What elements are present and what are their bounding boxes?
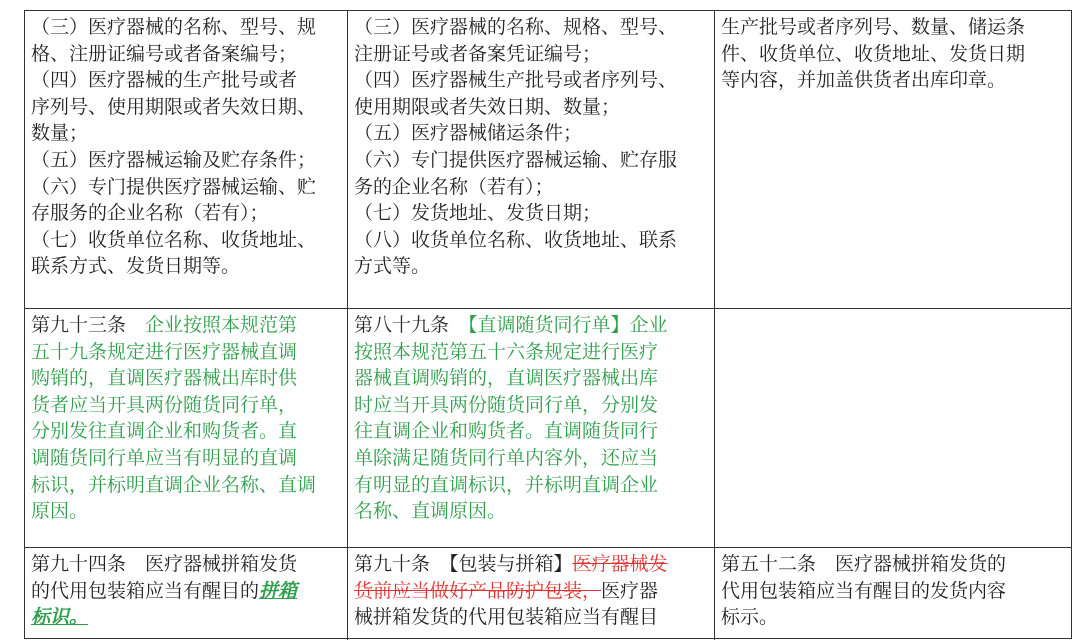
text-line: 代用包装箱应当有醒目的发货内容 (721, 579, 1007, 602)
deleted-text: 医疗器械发 (572, 553, 668, 575)
text-line: 调随货同行单应当有明显的直调 (31, 446, 298, 469)
text-line: 器械直调购销的，直调医疗器械出库 (354, 367, 659, 390)
cell-row1-col2 (348, 11, 715, 308)
text-line: 械拼箱发货的代用包装箱应当有醒目 (354, 606, 659, 629)
cell-row1-col1 (25, 11, 348, 308)
text-line: 购销的，直调医疗器械出库时供 (31, 367, 298, 390)
table-row (25, 309, 1071, 548)
text-line: 企业按照本规范第 (145, 314, 298, 336)
article-number: 第九十三条 (31, 314, 127, 336)
text-line: 名称、直调原因。 (354, 500, 507, 523)
text-line: （四）医疗器械生产批号或者序列号、 (354, 69, 678, 92)
text-line: 单除满足随货同行单内容外，还应当 (354, 446, 659, 469)
text-line: （七）发货地址、发货日期； (354, 202, 602, 225)
text-line: （三）医疗器械的名称、型号、规 (31, 16, 317, 38)
text-line: （八）收货单位名称、收货地址、联系 (354, 228, 678, 251)
cell-row2-col2 (348, 309, 715, 547)
text-line: 存服务的企业名称（若有）； (31, 202, 269, 225)
text-line: 货者应当开具两份随货同行单， (31, 393, 298, 416)
comparison-table (24, 10, 1072, 639)
deleted-text: 货前应当做好产品防护包装， (354, 579, 602, 602)
text-line: （三）医疗器械的名称、规格、型号、 (354, 16, 678, 38)
text-line: 【直调随货同行单】企业 (468, 314, 668, 336)
highlight-added-text: 标识。 (31, 606, 89, 629)
text-line: 分别发往直调企业和购货者。直 (31, 420, 298, 443)
text-line: 方式等。 (354, 255, 431, 278)
table-row (25, 11, 1071, 309)
text-line: 件、收货单位、收货地址、发货日期 (721, 42, 1026, 65)
text-line: （四）医疗器械的生产批号或者 (31, 69, 298, 92)
text-line: 第五十二条 医疗器械拼箱发货的 (721, 553, 1007, 575)
text-line: 原因。 (31, 500, 89, 523)
text-line: 有明显的直调标识，并标明直调企业 (354, 473, 659, 496)
text-line: 等内容，并加盖供货者出库印章。 (721, 69, 1007, 92)
text-line: （五）医疗器械运输及贮存条件； (31, 148, 317, 171)
text-line: （六）专门提供医疗器械运输、贮 (31, 175, 317, 198)
text-line: （七）收货单位名称、收货地址、 (31, 228, 317, 251)
text-line: （五）医疗器械储运条件； (354, 122, 583, 145)
text-line: 数量； (31, 122, 89, 145)
cell-row2-col3 (715, 309, 1073, 547)
cell-row1-col3 (715, 11, 1073, 308)
text-line: 往直调企业和购货者。直调随货同行 (354, 420, 659, 443)
article-number: 第八十九条 (354, 314, 450, 336)
text-line: 五十九条规定进行医疗器械直调 (31, 340, 298, 363)
text-line: 注册证号或者备案凭证编号； (354, 42, 602, 65)
cell-row3-col1 (25, 548, 348, 640)
text-line: 联系方式、发货日期等。 (31, 255, 241, 278)
text-line: 格、注册证编号或者备案编号； (31, 42, 298, 65)
text-line: 第九十四条 医疗器械拼箱发货 (31, 553, 298, 575)
text-line: 生产批号或者序列号、数量、储运条 (721, 16, 1026, 38)
table-row (25, 548, 1071, 640)
cell-row3-col2 (348, 548, 715, 640)
text-line: 序列号、使用期限或者失效日期、 (31, 95, 317, 118)
text-line: 的代用包装箱应当有醒目的 (31, 579, 260, 602)
text-line: 医疗器 (601, 579, 659, 602)
text-line: 时应当开具两份随货同行单，分别发 (354, 393, 659, 416)
text-line: 使用期限或者失效日期、数量； (354, 95, 621, 118)
highlight-added-text: 拼箱 (259, 579, 298, 602)
text-line: 标识，并标明直调企业名称、直调 (31, 473, 317, 496)
text-line: 按照本规范第五十六条规定进行医疗 (354, 340, 659, 363)
text-line: 第九十条 【包装与拼箱】 (354, 553, 573, 575)
text-line: （六）专门提供医疗器械运输、贮存服 (354, 148, 678, 171)
text-line: 务的企业名称（若有）； (354, 175, 554, 198)
cell-row2-col1 (25, 309, 348, 547)
cell-row3-col3 (715, 548, 1073, 640)
text-line: 标示。 (721, 606, 779, 629)
